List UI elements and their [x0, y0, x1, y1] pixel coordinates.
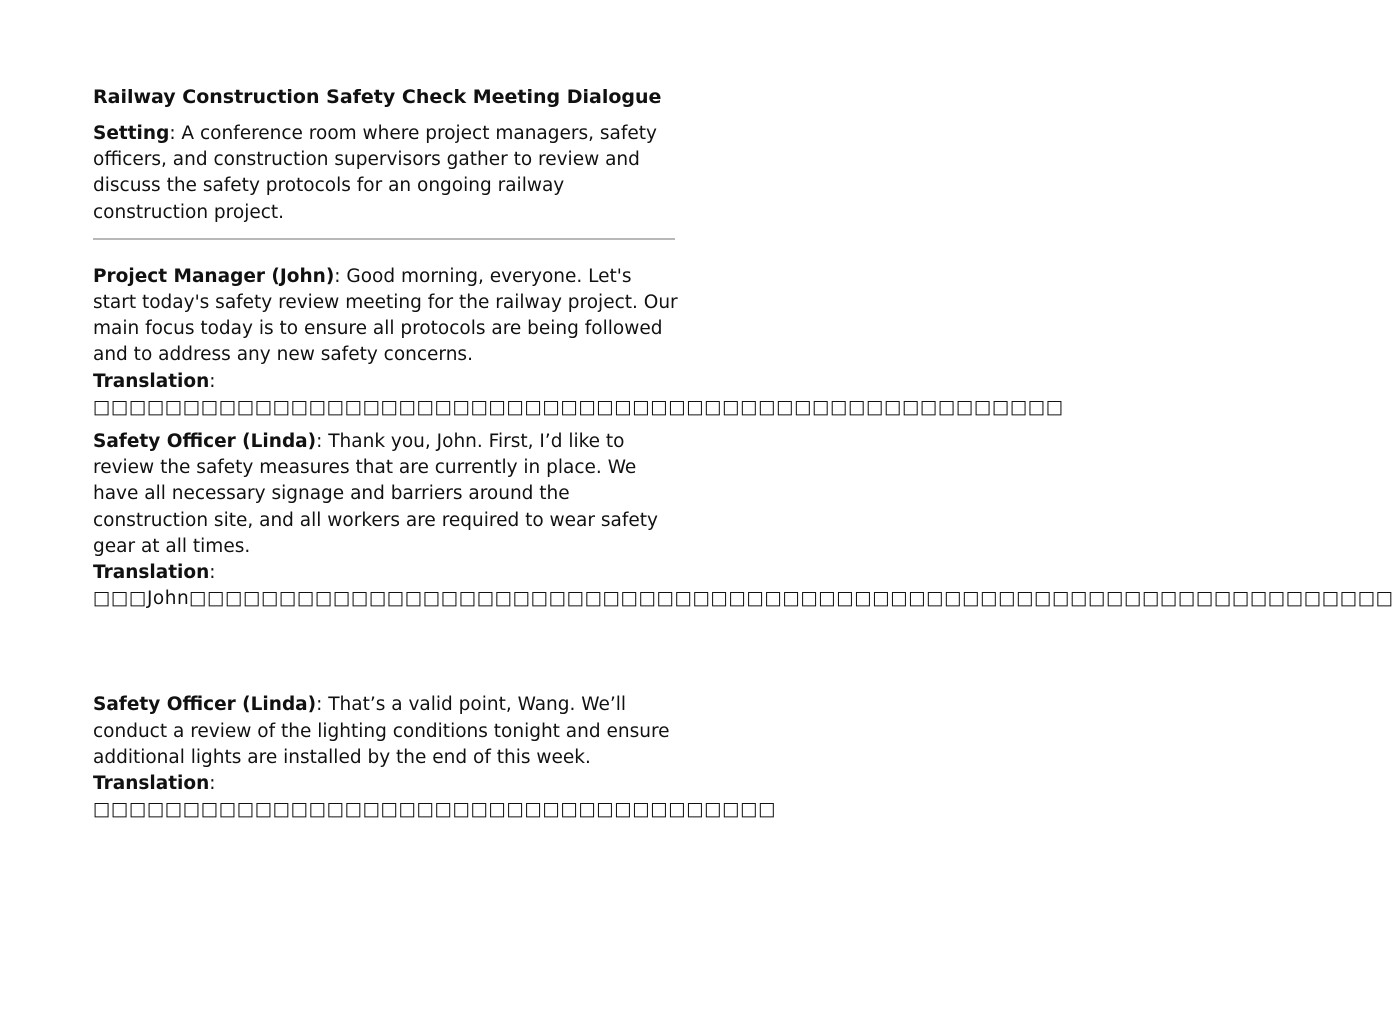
document-title: Railway Construction Safety Check Meeting Dialogue	[93, 86, 662, 108]
translation-line	[93, 771, 777, 823]
document-content	[93, 84, 1394, 831]
translation-line	[93, 560, 1394, 612]
setting-paragraph	[93, 121, 678, 226]
translation-label: Translation	[93, 562, 210, 584]
dialogue-line-linda-2	[93, 692, 678, 771]
translation-label: Translation	[93, 773, 210, 795]
horizontal-divider	[93, 238, 675, 240]
translation-line	[93, 369, 1064, 421]
dialogue-line-john	[93, 264, 678, 369]
blank-space	[93, 620, 678, 692]
translation-label: Translation	[93, 370, 210, 392]
speaker-name: Project Manager (John)	[93, 265, 335, 287]
speaker-name: Safety Officer (Linda)	[93, 431, 317, 453]
dialogue-line-linda	[93, 429, 678, 560]
dialogue-text: : That’s a valid point, Wang. We’ll conduct a review of the lighting conditions tonight and ensure additional lights are installed by the end of this week.	[93, 694, 670, 768]
setting-label: Setting	[93, 123, 170, 144]
translation-text: : □□□John□□□□□□□□□□□□□□□□□□□□□□□□□□□□□□□□□□□□□□□□□□□□□□□□□□□□□□□□□□□□□□□□□□□	[93, 562, 1394, 610]
setting-text: : A conference room where project managers, safety officers, and construction supervisors gather to review and discuss the safety protocols for an ongoing railway construction project.	[93, 123, 657, 223]
translation-text: : □□□□□□□□□□□□□□□□□□□□□□□□□□□□□□□□□□□□□□□□□□□□□□□□□□□□□□	[93, 370, 1064, 418]
speaker-name: Safety Officer (Linda)	[93, 694, 317, 716]
dialogue-text: : Thank you, John. First, I’d like to review the safety measures that are currently in place. We have all necessary signage and barriers around the construction site, and all workers are required to wear safety gear at all times.	[93, 431, 658, 557]
dialogue-text: : Good morning, everyone. Let's start today's safety review meeting for the railway project. Our main focus today is to ensure all protocols are being followed and to address any new safety concerns.	[93, 265, 678, 366]
translation-text: : □□□□□□□□□□□□□□□□□□□□□□□□□□□□□□□□□□□□□□	[93, 773, 777, 821]
